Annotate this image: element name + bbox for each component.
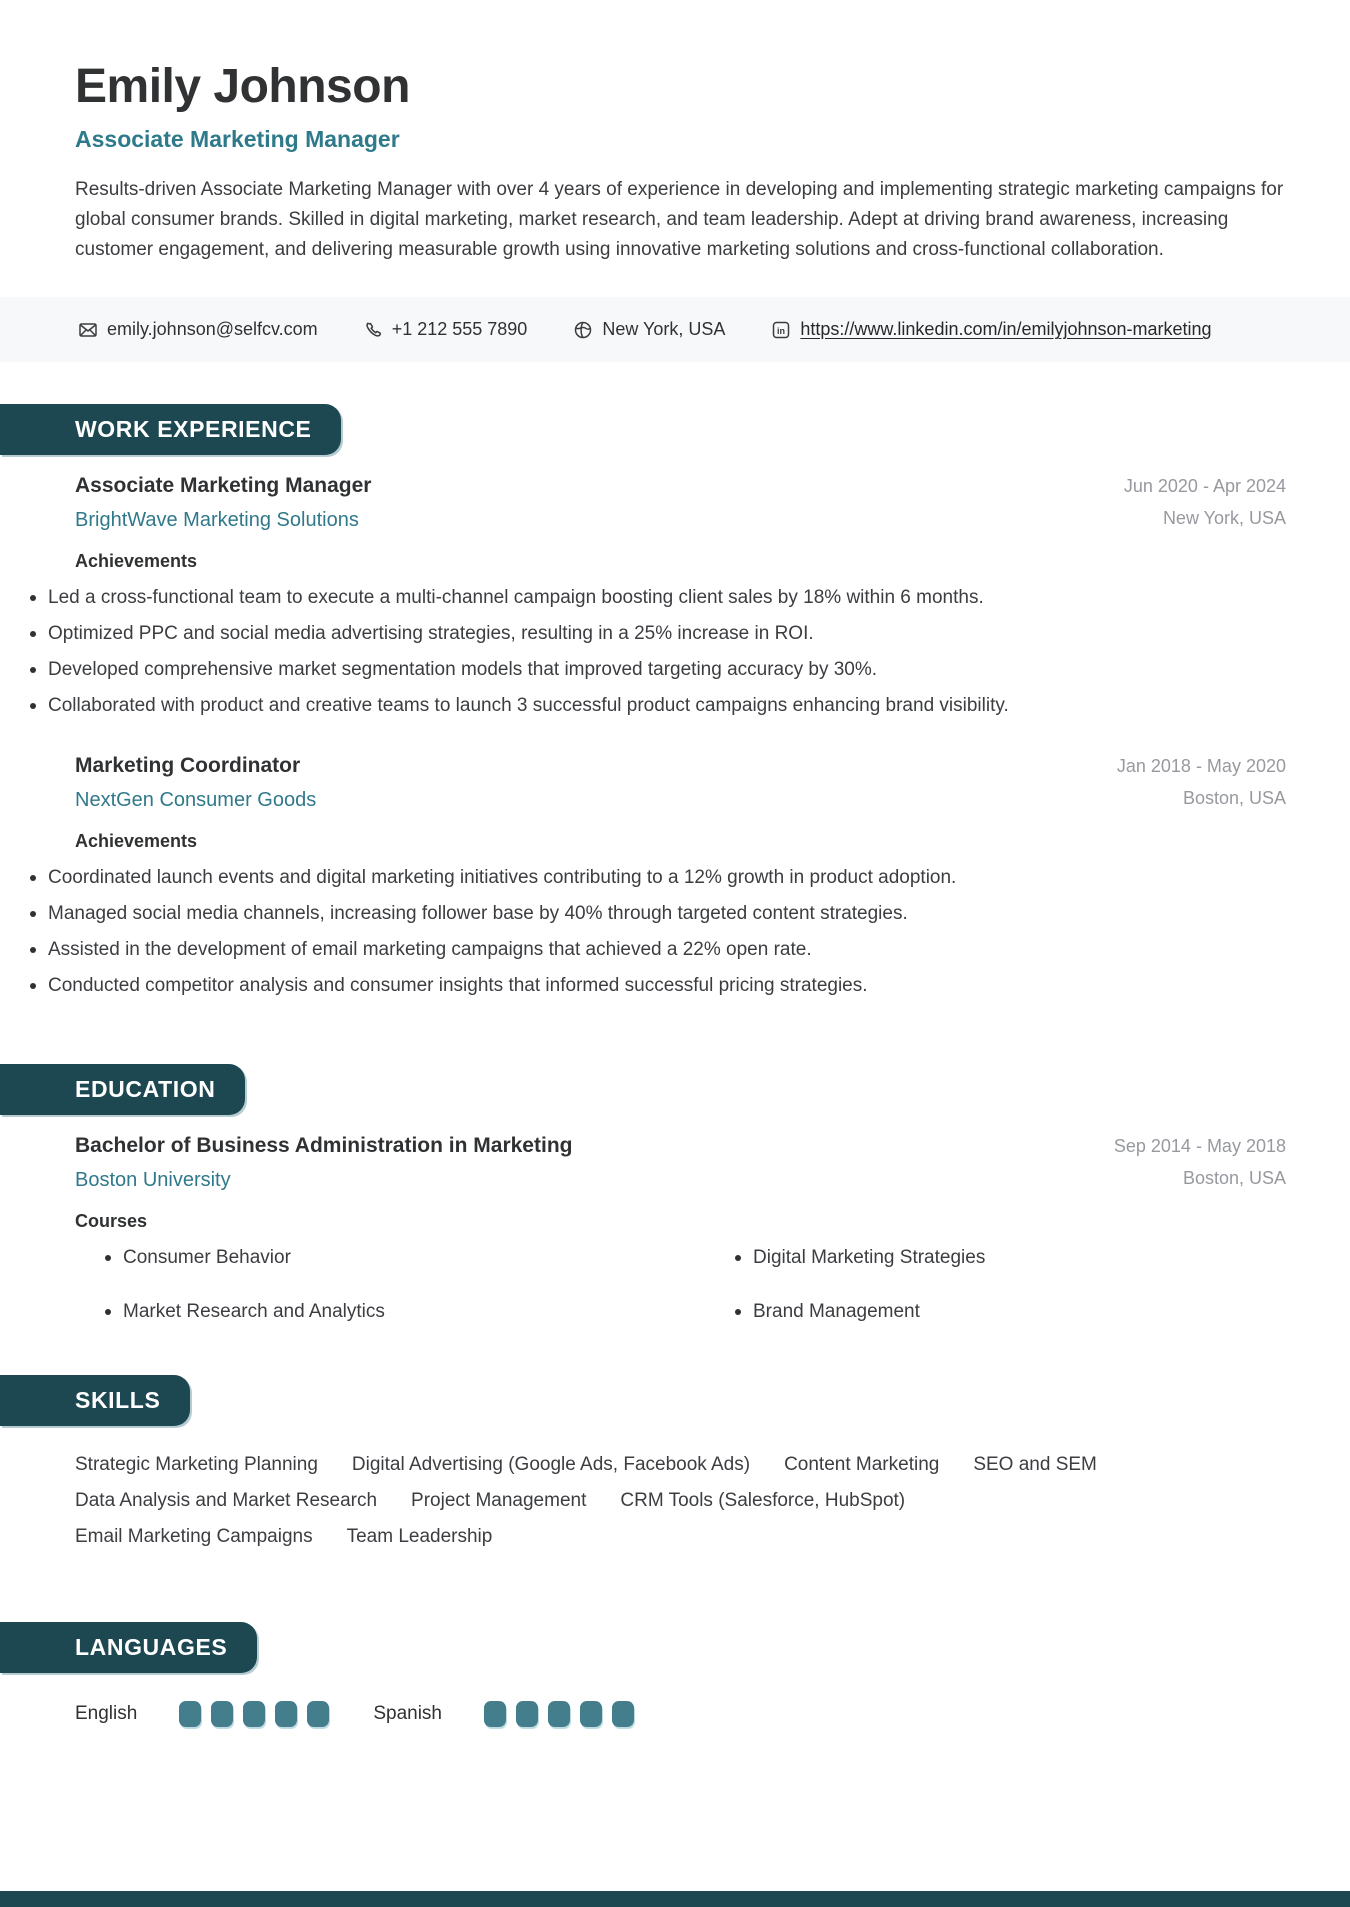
job-company-1: BrightWave Marketing Solutions bbox=[75, 509, 359, 532]
school-name: Boston University bbox=[75, 1169, 231, 1192]
level-dot bbox=[307, 1701, 329, 1727]
achievements-label-1: Achievements bbox=[75, 551, 198, 572]
envelope-icon bbox=[78, 320, 98, 340]
contact-email-text: emily.johnson@selfcv.com bbox=[107, 319, 318, 340]
level-dot bbox=[580, 1701, 602, 1727]
contact-phone-text: +1 212 555 7890 bbox=[391, 319, 528, 340]
linkedin-link[interactable]: https://www.linkedin.com/in/emilyjohnson-marketing bbox=[800, 319, 1212, 340]
contact-bar bbox=[0, 297, 1350, 362]
phone-icon bbox=[364, 320, 383, 339]
level-dot bbox=[243, 1701, 265, 1727]
language-spanish bbox=[373, 1701, 634, 1727]
section-banner-languages: LANGUAGES bbox=[0, 1622, 257, 1673]
linkedin-icon bbox=[771, 320, 791, 340]
level-dot bbox=[179, 1701, 201, 1727]
achievements-list-2 bbox=[0, 865, 1286, 999]
skill-item: Digital Advertising (Google Ads, Facebook Ads) bbox=[351, 1454, 751, 1476]
achievement-item: Optimized PPC and social media advertising strategies, resulting in a 25% increase in ROI. bbox=[0, 621, 1286, 647]
level-dot bbox=[516, 1701, 538, 1727]
languages-list bbox=[75, 1701, 1286, 1727]
skill-item: Content Marketing bbox=[784, 1454, 940, 1476]
course-item: Consumer Behavior bbox=[75, 1245, 705, 1271]
achievement-item: Assisted in the development of email marketing campaigns that achieved a 22% open rate. bbox=[0, 937, 1286, 963]
contact-location-text: New York, USA bbox=[602, 319, 726, 340]
section-banner-skills: SKILLS bbox=[0, 1375, 190, 1426]
job-location-2: Boston, USA bbox=[1182, 788, 1286, 809]
achievement-item: Developed comprehensive market segmentation models that improved targeting accuracy by 30%. bbox=[0, 657, 1286, 683]
contact-email bbox=[78, 319, 318, 340]
skills-list bbox=[75, 1452, 1286, 1550]
skill-item: SEO and SEM bbox=[973, 1454, 1097, 1476]
job-title-1: Associate Marketing Manager bbox=[75, 474, 372, 498]
skill-item: Strategic Marketing Planning bbox=[75, 1454, 318, 1476]
skill-item: Project Management bbox=[411, 1490, 587, 1512]
education-entry bbox=[75, 1133, 1286, 1233]
contact-location bbox=[573, 319, 725, 340]
work-entry-1 bbox=[75, 473, 1286, 573]
achievement-item: Collaborated with product and creative teams to launch 3 successful product campaigns enhancing brand visibility. bbox=[0, 693, 1286, 719]
job-title-2: Marketing Coordinator bbox=[75, 754, 301, 778]
section-banner-work-experience: WORK EXPERIENCE bbox=[0, 404, 341, 455]
contact-phone bbox=[364, 319, 528, 340]
achievement-item: Conducted competitor analysis and consumer insights that informed successful pricing strategies. bbox=[0, 973, 1286, 999]
education-location: Boston, USA bbox=[1182, 1168, 1286, 1189]
achievement-item: Led a cross-functional team to execute a multi-channel campaign boosting client sales by 18% within 6 months. bbox=[0, 585, 1286, 611]
person-name: Emily Johnson bbox=[75, 60, 410, 113]
person-job-title: Associate Marketing Manager bbox=[75, 125, 400, 152]
course-item: Market Research and Analytics bbox=[75, 1299, 705, 1325]
course-item: Digital Marketing Strategies bbox=[705, 1245, 1286, 1271]
achievement-item: Coordinated launch events and digital marketing initiatives contributing to a 12% growth in product adoption. bbox=[0, 865, 1286, 891]
language-name: Spanish bbox=[373, 1703, 442, 1725]
svg-text:in: in bbox=[777, 325, 786, 336]
work-entry-2 bbox=[75, 753, 1286, 853]
skill-item: Data Analysis and Market Research bbox=[75, 1490, 378, 1512]
profile-summary: Results-driven Associate Marketing Manager with over 4 years of experience in developing and implementing strategic marketing campaigns for global consumer brands. Skilled in digital marketing, market research, and team leadership. Adept at driving brand awareness, increasing customer engagement, and delivering measurable growth using innovative marketing solutions and cross-functional collaboration. bbox=[75, 179, 1284, 261]
language-level-indicator bbox=[179, 1701, 329, 1727]
job-location-1: New York, USA bbox=[1162, 508, 1286, 529]
achievement-item: Managed social media channels, increasing follower base by 40% through targeted content strategies. bbox=[0, 901, 1286, 927]
contact-linkedin bbox=[771, 319, 1211, 340]
skill-item: CRM Tools (Salesforce, HubSpot) bbox=[620, 1490, 906, 1512]
achievements-list-1 bbox=[0, 585, 1286, 719]
section-banner-education: EDUCATION bbox=[0, 1064, 245, 1115]
language-english bbox=[75, 1701, 329, 1727]
education-dates: Sep 2014 - May 2018 bbox=[1113, 1136, 1286, 1157]
level-dot bbox=[548, 1701, 570, 1727]
level-dot bbox=[211, 1701, 233, 1727]
courses-list bbox=[75, 1245, 1286, 1325]
degree-title: Bachelor of Business Administration in Marketing bbox=[75, 1134, 573, 1158]
page-footer-accent-bar bbox=[0, 1891, 1350, 1907]
level-dot bbox=[612, 1701, 634, 1727]
job-dates-2: Jan 2018 - May 2020 bbox=[1116, 756, 1286, 777]
skill-item: Team Leadership bbox=[346, 1526, 493, 1548]
level-dot bbox=[484, 1701, 506, 1727]
skill-item: Email Marketing Campaigns bbox=[75, 1526, 313, 1548]
language-level-indicator bbox=[484, 1701, 634, 1727]
achievements-label-2: Achievements bbox=[75, 831, 198, 852]
globe-icon bbox=[573, 320, 593, 340]
courses-label: Courses bbox=[75, 1211, 148, 1232]
job-company-2: NextGen Consumer Goods bbox=[75, 789, 317, 812]
level-dot bbox=[275, 1701, 297, 1727]
job-dates-1: Jun 2020 - Apr 2024 bbox=[1123, 476, 1286, 497]
language-name: English bbox=[75, 1703, 138, 1725]
course-item: Brand Management bbox=[705, 1299, 1286, 1325]
